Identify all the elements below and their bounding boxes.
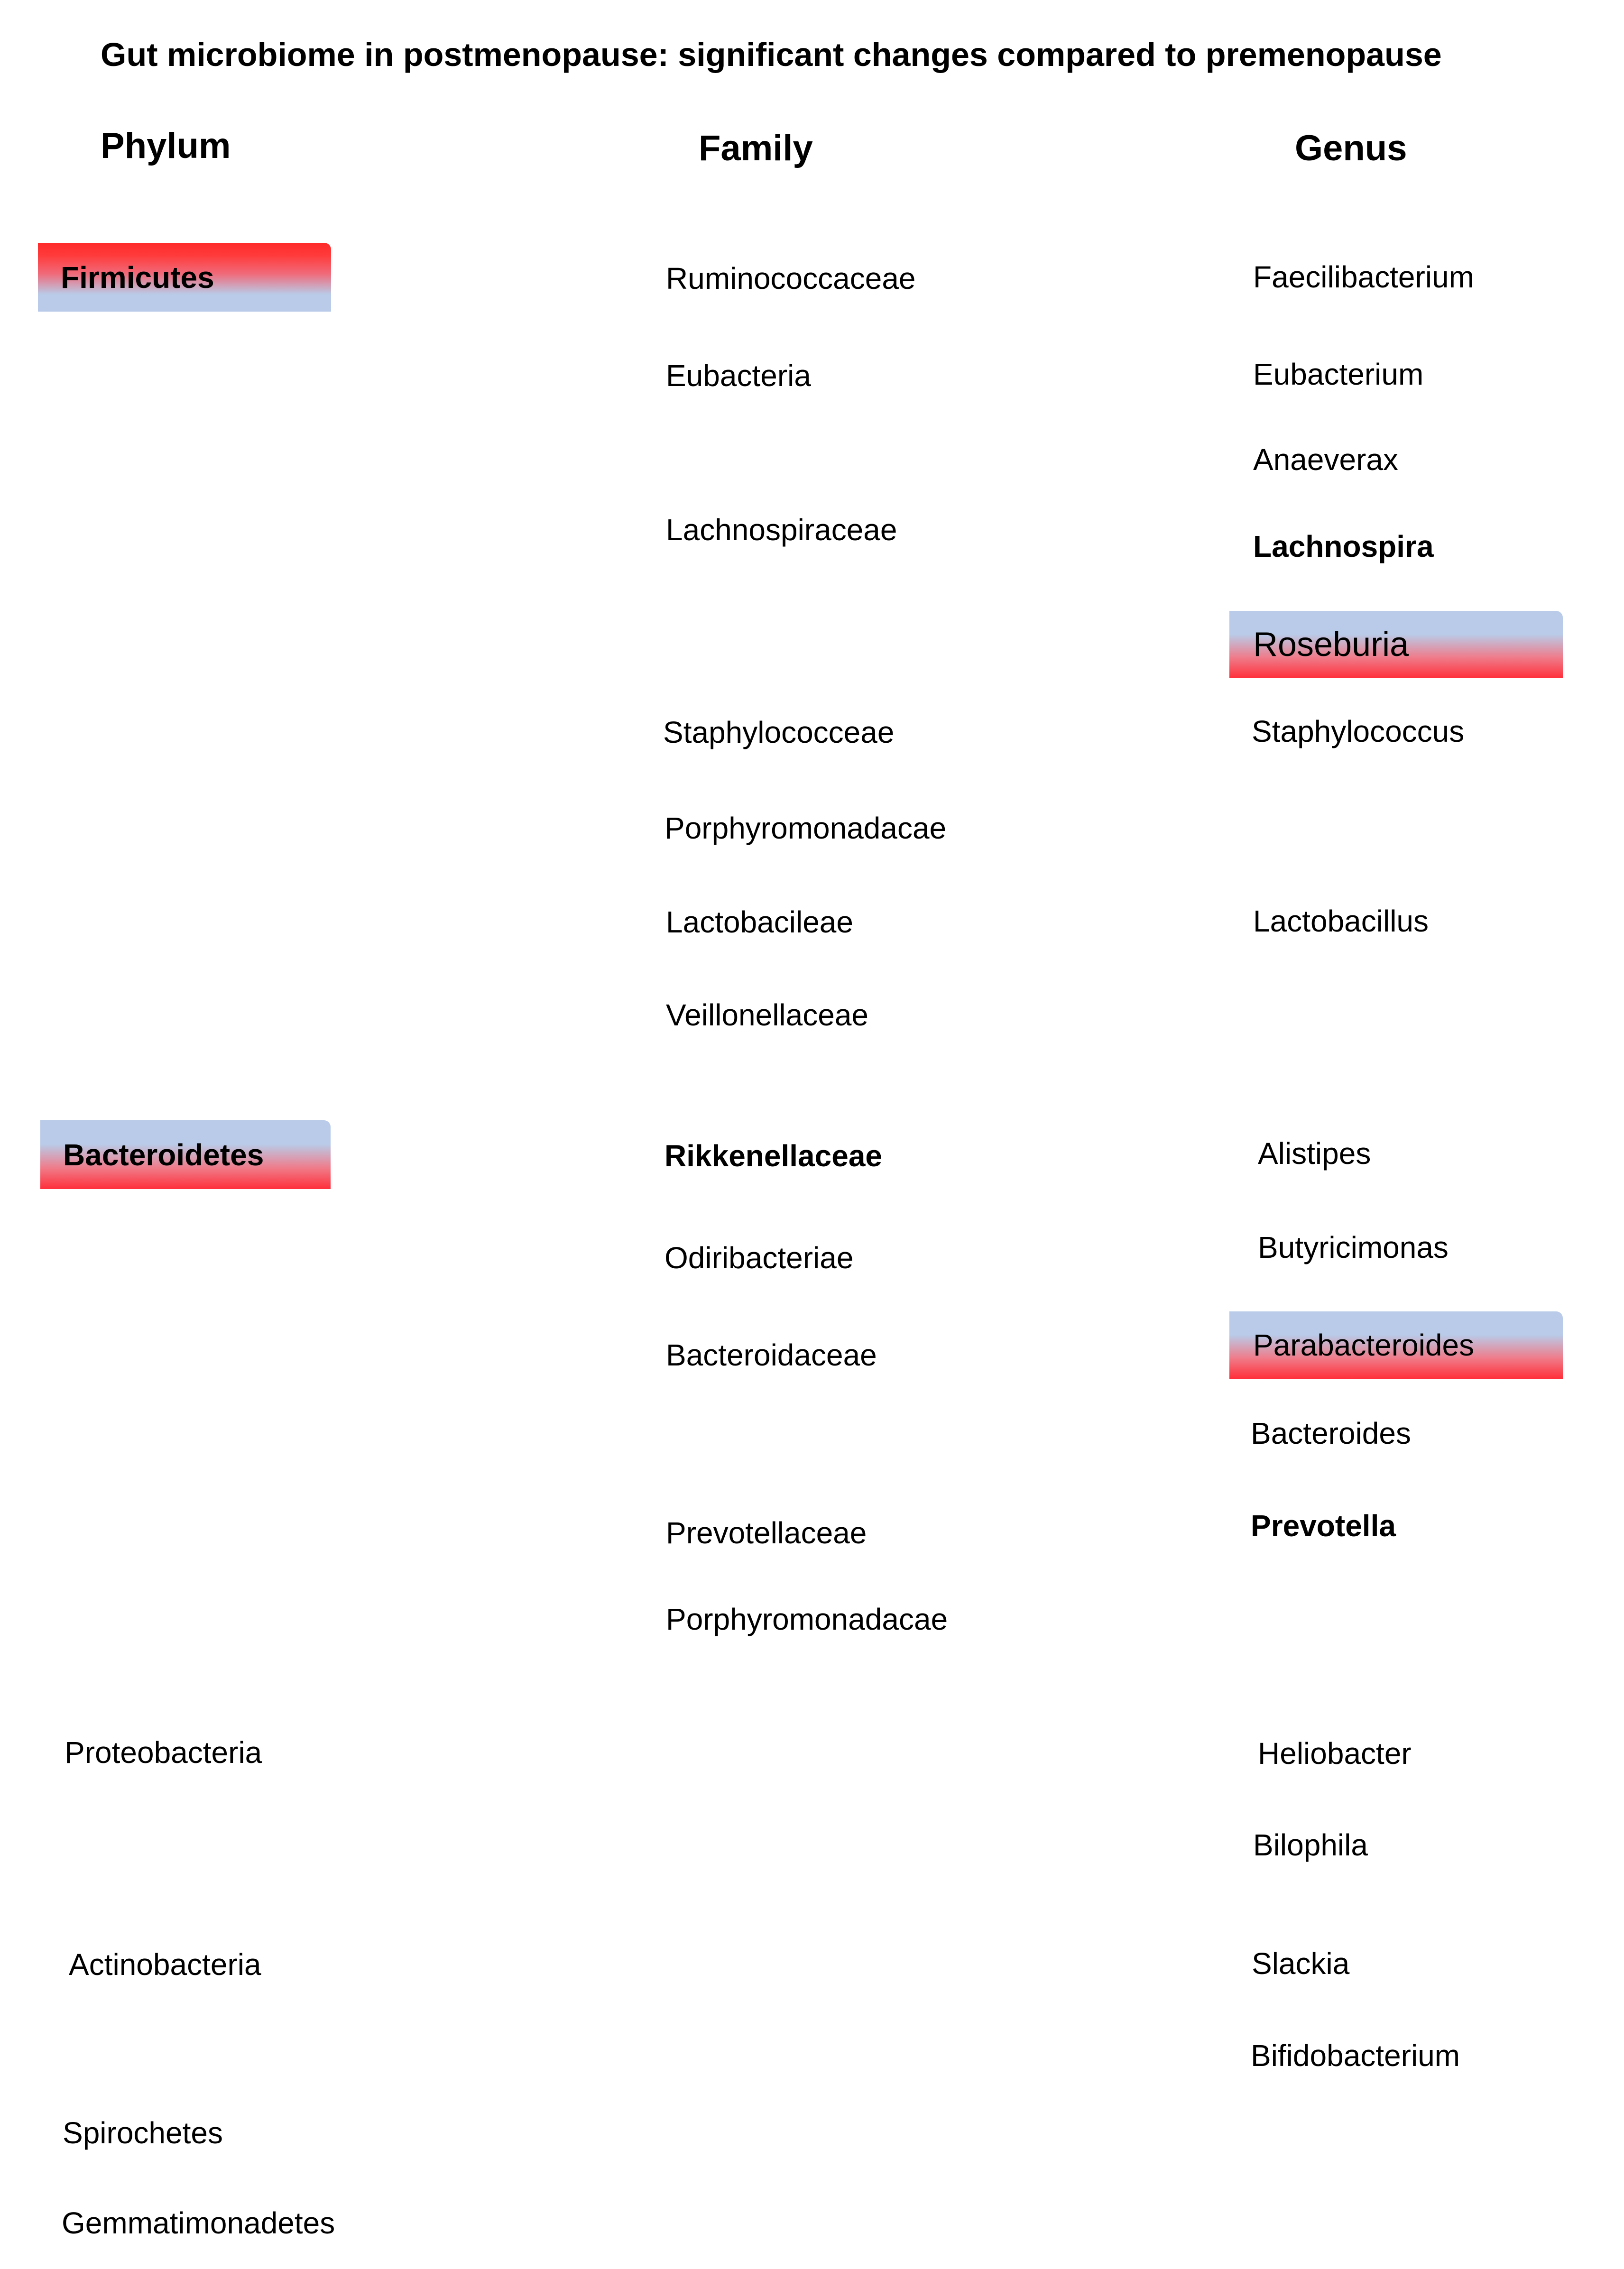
genus-heliobacter: Heliobacter: [1258, 1736, 1412, 1771]
family-eubacteria: Eubacteria: [666, 359, 811, 393]
family-bacteroidaceae: Bacteroidaceae: [666, 1338, 877, 1372]
family-porphyromonadacae: Porphyromonadacae: [664, 811, 947, 845]
roseburia-box: [1229, 611, 1563, 678]
phylum-actinobacteria: Actinobacteria: [69, 1947, 261, 1982]
parabacteroides-box: [1229, 1311, 1563, 1379]
family-lachnospiraceae: Lachnospiraceae: [666, 513, 897, 547]
genus-lactobacillus: Lactobacillus: [1253, 904, 1429, 938]
genus-eubacterium: Eubacterium: [1253, 357, 1424, 391]
genus-roseburia: Roseburia: [1253, 626, 1409, 664]
genus-anaeverax: Anaeverax: [1253, 443, 1398, 477]
phylum-gemmatimonadetes: Gemmatimonadetes: [62, 2206, 335, 2240]
genus-bilophila: Bilophila: [1253, 1828, 1368, 1862]
genus-butyricimonas: Butyricimonas: [1258, 1230, 1449, 1264]
family-rikkenellaceae: Rikkenellaceae: [664, 1139, 882, 1173]
genus-staphylococcus: Staphylococcus: [1252, 714, 1465, 748]
phylum-proteobacteria: Proteobacteria: [65, 1735, 262, 1770]
phylum-header: Phylum: [101, 126, 231, 166]
family-odiribacteriae: Odiribacteriae: [664, 1241, 854, 1275]
genus-header: Genus: [1295, 128, 1407, 168]
family-porphyromonadacae: Porphyromonadacae: [666, 1602, 948, 1636]
family-veillonellaceae: Veillonellaceae: [666, 998, 868, 1032]
genus-alistipes: Alistipes: [1258, 1136, 1371, 1171]
genus-bifidobacterium: Bifidobacterium: [1251, 2038, 1460, 2073]
genus-parabacteroides: Parabacteroides: [1253, 1328, 1475, 1362]
firmicutes-box: [38, 243, 331, 312]
genus-prevotella: Prevotella: [1251, 1509, 1396, 1543]
family-ruminococcaceae: Ruminococcaceae: [666, 261, 916, 295]
family-prevotellaceae: Prevotellaceae: [666, 1516, 867, 1550]
genus-slackia: Slackia: [1252, 1946, 1350, 1981]
genus-lachnospira: Lachnospira: [1253, 529, 1434, 563]
genus-faecilibacterium: Faecilibacterium: [1253, 260, 1474, 294]
family-staphylococceae: Staphylococceae: [663, 715, 895, 749]
phylum-spirochetes: Spirochetes: [63, 2116, 223, 2150]
genus-bacteroides: Bacteroides: [1251, 1416, 1411, 1450]
phylum-bacteroidetes: Bacteroidetes: [63, 1137, 264, 1172]
bacteroidetes-box: [40, 1120, 331, 1189]
family-lactobacileae: Lactobacileae: [666, 905, 853, 939]
phylum-firmicutes: Firmicutes: [61, 260, 214, 295]
page-title: Gut microbiome in postmenopause: significant changes compared to premenopause: [101, 36, 1442, 73]
family-header: Family: [699, 128, 813, 168]
